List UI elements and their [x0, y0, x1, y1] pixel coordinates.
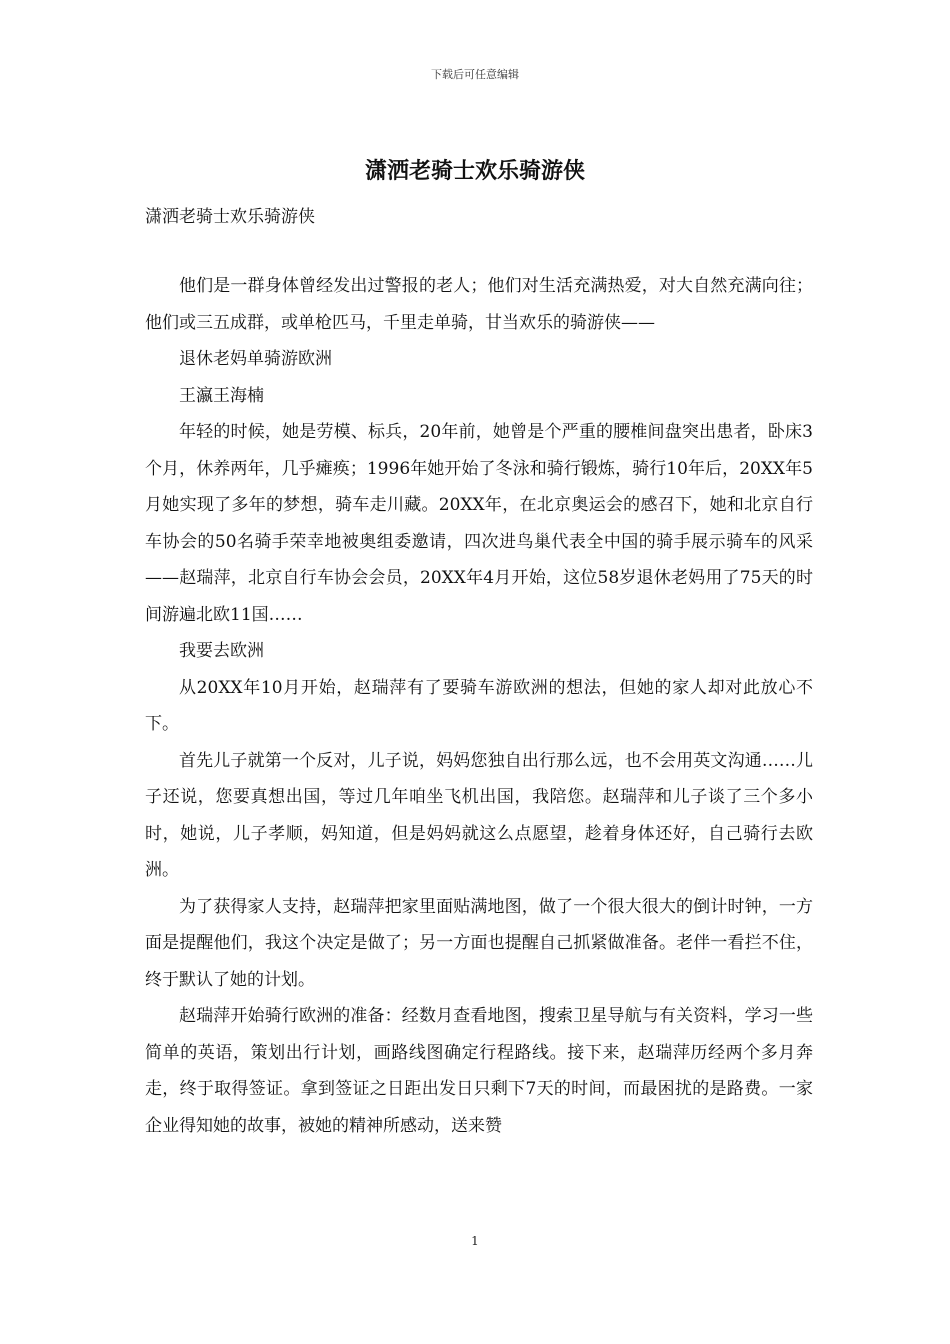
document-title: 潇洒老骑士欢乐骑游侠	[364, 158, 585, 184]
paragraph: 首先儿子就第一个反对，儿子说，妈妈您独自出行那么远，也不会用英文沟通……儿子还说，您要真想出国，等过几年咱坐飞机出国，我陪您。赵瑞萍和儿子谈了三个多小时，她说，儿子孝顺，妈知道，但是妈妈就这么点愿望，趁着身体还好，自己骑行去欧洲。	[145, 750, 813, 880]
document-subtitle: 潇洒老骑士欢乐骑游侠	[145, 207, 315, 227]
page-header: 下载后可任意编辑	[431, 68, 519, 81]
paragraph: 年轻的时候，她是劳模、标兵，20年前，她曾是个严重的腰椎间盘突出患者，卧床3个月，休养两年，几乎瘫痪；1996年她开始了冬泳和骑行锻炼，骑行10年后，20XX年5月她实现了多年的梦想，骑车走川藏。20XX年，在北京奥运会的感召下，她和北京自行车协会的50名骑手荣幸地被奥组委邀请，四次进鸟巢代表全中国的骑手展示骑车的风采——赵瑞萍，北京自行车协会会员，20XX年4月开始，这位58岁退休老妈用了75天的时间游遍北欧11国……	[145, 422, 813, 625]
paragraph: 为了获得家人支持，赵瑞萍把家里面贴满地图，做了一个很大很大的倒计时钟，一方面是提醒他们，我这个决定是做了；另一方面也提醒自己抓紧做准备。老伴一看拦不住，终于默认了她的计划。	[145, 896, 813, 990]
section-heading: 我要去欧洲	[179, 641, 264, 661]
byline: 王瀛王海楠	[179, 385, 264, 406]
article-body	[145, 268, 813, 1144]
paragraph: 赵瑞萍开始骑行欧洲的准备：经数月查看地图，搜索卫星导航与有关资料，学习一些简单的英语，策划出行计划，画路线图确定行程路线。接下来，赵瑞萍历经两个多月奔走，终于取得签证。拿到签证之日距出发日只剩下7天的时间，而最困扰的是路费。一家企业得知她的故事，被她的精神所感动，送来赞	[145, 1006, 813, 1136]
paragraph-intro: 他们是一群身体曾经发出过警报的老人；他们对生活充满热爱，对大自然充满向往；他们或三五成群，或单枪匹马，千里走单骑，甘当欢乐的骑游侠——	[145, 276, 813, 333]
page-number: 1	[471, 1234, 479, 1248]
section-heading: 退休老妈单骑游欧洲	[179, 349, 332, 369]
paragraph: 从20XX年10月开始，赵瑞萍有了要骑车游欧洲的想法，但她的家人却对此放心不下。	[145, 677, 813, 734]
